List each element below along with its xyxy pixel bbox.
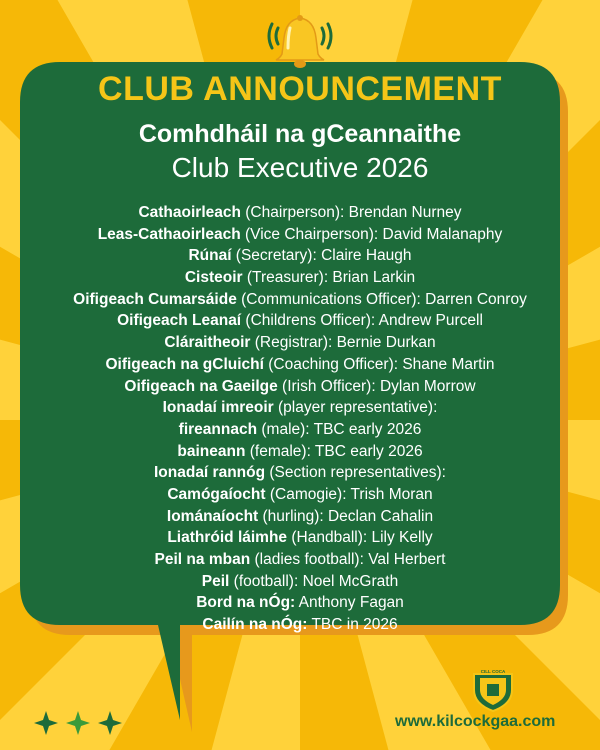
officer-detail: (Coaching Officer): Shane Martin <box>263 355 495 373</box>
officer-row <box>20 484 580 506</box>
officer-role: fireannach <box>178 420 258 438</box>
svg-text:CILL COCA: CILL COCA <box>480 669 506 674</box>
officer-detail: (female): TBC early 2026 <box>245 442 423 460</box>
officer-detail: (male): TBC early 2026 <box>257 420 422 438</box>
officer-role: Cláraitheoir <box>164 334 251 352</box>
website-link[interactable]: www.kilcockgaa.com <box>395 713 556 730</box>
officer-role: Ionadaí imreoir <box>162 399 274 417</box>
officer-role: Bord na nÓg: <box>196 594 296 612</box>
officer-row <box>20 506 580 528</box>
officer-detail: Anthony Fagan <box>295 594 404 612</box>
officer-role: Oifigeach na gCluichí <box>105 355 264 373</box>
officer-role: Oifigeach Leanaí <box>117 312 242 330</box>
officer-role: Leas-Cathaoirleach <box>97 225 241 243</box>
officer-detail: (Vice Chairperson): David Malanaphy <box>240 225 503 243</box>
officer-role: Oifigeach na Gaeilge <box>124 377 278 395</box>
officer-detail: (Chairperson): Brendan Nurney <box>240 204 462 221</box>
officer-row <box>20 571 580 593</box>
officer-detail: (Treasurer): Brian Larkin <box>242 269 416 287</box>
officer-role: Cisteoir <box>184 269 243 287</box>
executive-title-irish: Comhdháil na gCeannaithe <box>138 120 462 148</box>
officer-detail: (hurling): Declan Cahalin <box>258 507 434 525</box>
officer-list <box>20 202 580 636</box>
officer-row <box>20 289 580 311</box>
officer-role: Camógaíocht <box>167 485 266 503</box>
bell-icon <box>262 14 338 70</box>
officer-role: Liathróid láimhe <box>167 529 288 547</box>
officer-row <box>20 332 580 354</box>
officer-detail: (football): Noel McGrath <box>229 572 399 590</box>
officer-role: Ionadaí rannóg <box>153 464 266 482</box>
officer-row <box>20 245 580 267</box>
officer-row <box>20 527 580 549</box>
officer-role: baineann <box>177 442 246 460</box>
announcement-title: CLUB ANNOUNCEMENT <box>98 70 502 108</box>
officer-role: Peil <box>201 572 230 590</box>
officer-role: Cailín na nÓg: <box>202 616 308 634</box>
officer-detail: (Secretary): Claire Haugh <box>231 247 412 265</box>
officer-detail: (Registrar): Bernie Durkan <box>250 334 436 352</box>
officer-role: Cathaoirleach <box>138 204 241 221</box>
officer-detail: (Handball): Lily Kelly <box>287 529 433 547</box>
officer-row <box>20 267 580 289</box>
officer-row <box>20 419 580 441</box>
officer-detail: (Communications Officer): Darren Conroy <box>236 290 527 308</box>
officer-detail: (Childrens Officer): Andrew Purcell <box>241 312 483 330</box>
star-icon <box>34 711 58 735</box>
club-crest <box>470 668 516 712</box>
officer-role: Oifigeach Cumarsáide <box>73 290 237 308</box>
officer-role: Iománaíocht <box>166 507 259 525</box>
executive-title-english: Club Executive 2026 <box>171 152 429 183</box>
officer-row <box>20 224 580 246</box>
officer-row <box>20 441 580 463</box>
officer-row <box>20 549 580 571</box>
officer-row <box>20 397 580 419</box>
officer-row <box>20 614 580 636</box>
officer-row <box>20 354 580 376</box>
star-icon <box>66 711 90 735</box>
officer-row <box>20 310 580 332</box>
officer-detail: (Section representatives): <box>265 464 446 482</box>
officer-detail: (Camogie): Trish Moran <box>265 485 433 503</box>
decorative-stars <box>34 711 122 735</box>
officer-detail: (ladies football): Val Herbert <box>250 551 446 568</box>
officer-detail: TBC in 2026 <box>307 616 398 634</box>
officer-detail: (player representative): <box>273 399 438 417</box>
star-icon <box>98 711 122 735</box>
officer-role: Peil na mban <box>154 551 251 568</box>
officer-role: Rúnaí <box>188 247 232 265</box>
officer-row <box>20 592 580 614</box>
officer-detail: (Irish Officer): Dylan Morrow <box>277 377 476 395</box>
officer-row <box>20 462 580 484</box>
officer-row <box>20 376 580 398</box>
officer-row <box>20 202 580 224</box>
